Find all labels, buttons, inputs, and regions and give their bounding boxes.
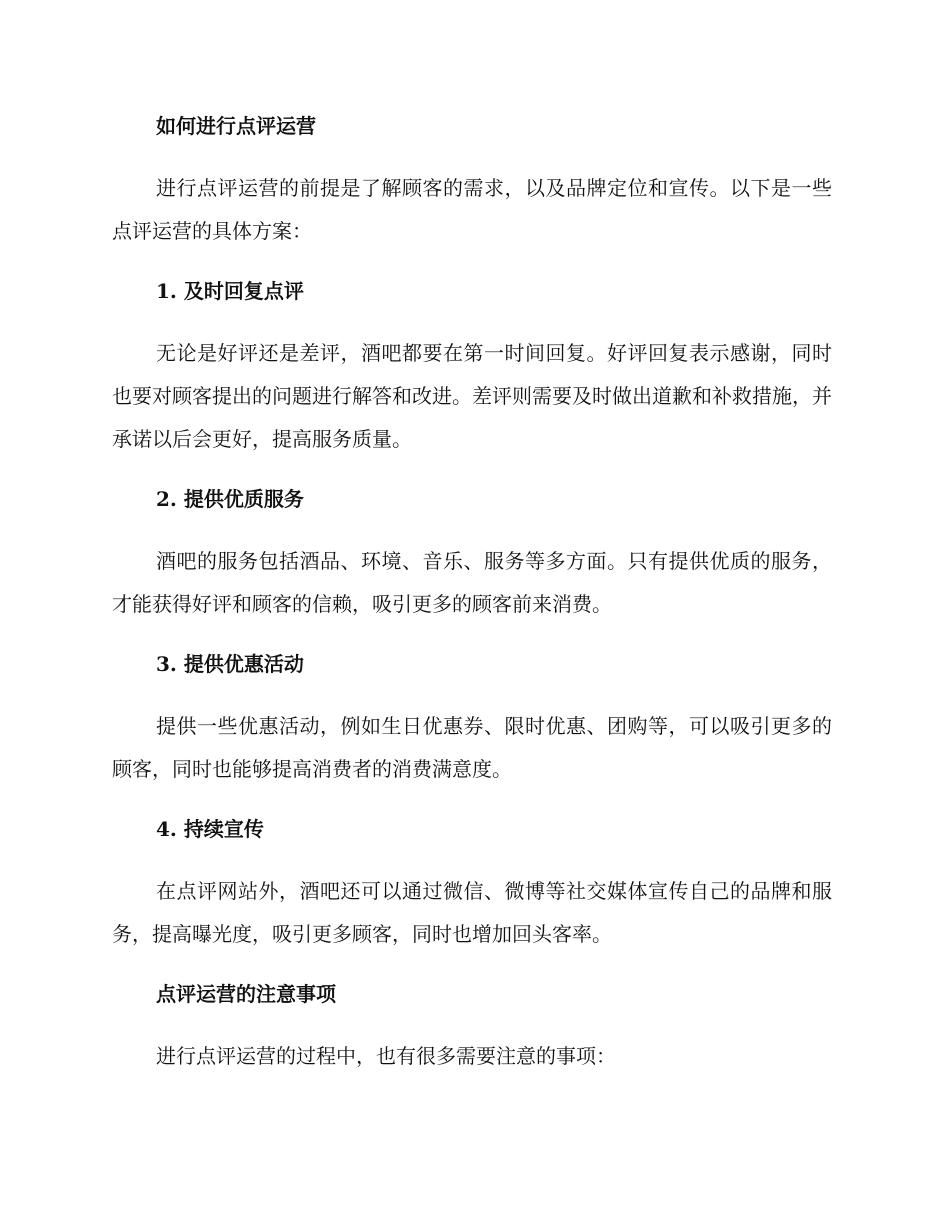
paragraph-reply: 无论是好评还是差评，酒吧都要在第一时间回复。好评回复表示感谢，同时也要对顾客提出的问题进行解答和改进。差评则需要及时做出道歉和补救措施，并承诺以后会更好，提高服务质量。 bbox=[112, 341, 832, 451]
paragraph-promotions: 提供一些优惠活动，例如生日优惠券、限时优惠、团购等，可以吸引更多的顾客，同时也能够提高消费者的消费满意度。 bbox=[112, 714, 832, 781]
section-heading-notes: 点评运营的注意事项 bbox=[156, 982, 336, 1006]
section-heading-publicity: 4. 持续宣传 bbox=[156, 817, 264, 841]
paragraph-service: 酒吧的服务包括酒品、环境、音乐、服务等多方面。只有提供优质的服务，才能获得好评和顾客的信赖，吸引更多的顾客前来消费。 bbox=[112, 549, 832, 616]
section-heading-reply: 1. 及时回复点评 bbox=[156, 279, 304, 303]
section-heading-promotions: 3. 提供优惠活动 bbox=[156, 652, 304, 676]
paragraph-intro: 进行点评运营的前提是了解顾客的需求，以及品牌定位和宣传。以下是一些点评运营的具体方案： bbox=[112, 176, 832, 243]
paragraph-notes: 进行点评运营的过程中，也有很多需要注意的事项： bbox=[156, 1044, 616, 1068]
section-heading-service: 2. 提供优质服务 bbox=[156, 487, 304, 511]
section-heading-operations: 如何进行点评运营 bbox=[156, 114, 316, 138]
paragraph-publicity: 在点评网站外，酒吧还可以通过微信、微博等社交媒体宣传自己的品牌和服务，提高曝光度，吸引更多顾客，同时也增加回头客率。 bbox=[112, 879, 832, 946]
